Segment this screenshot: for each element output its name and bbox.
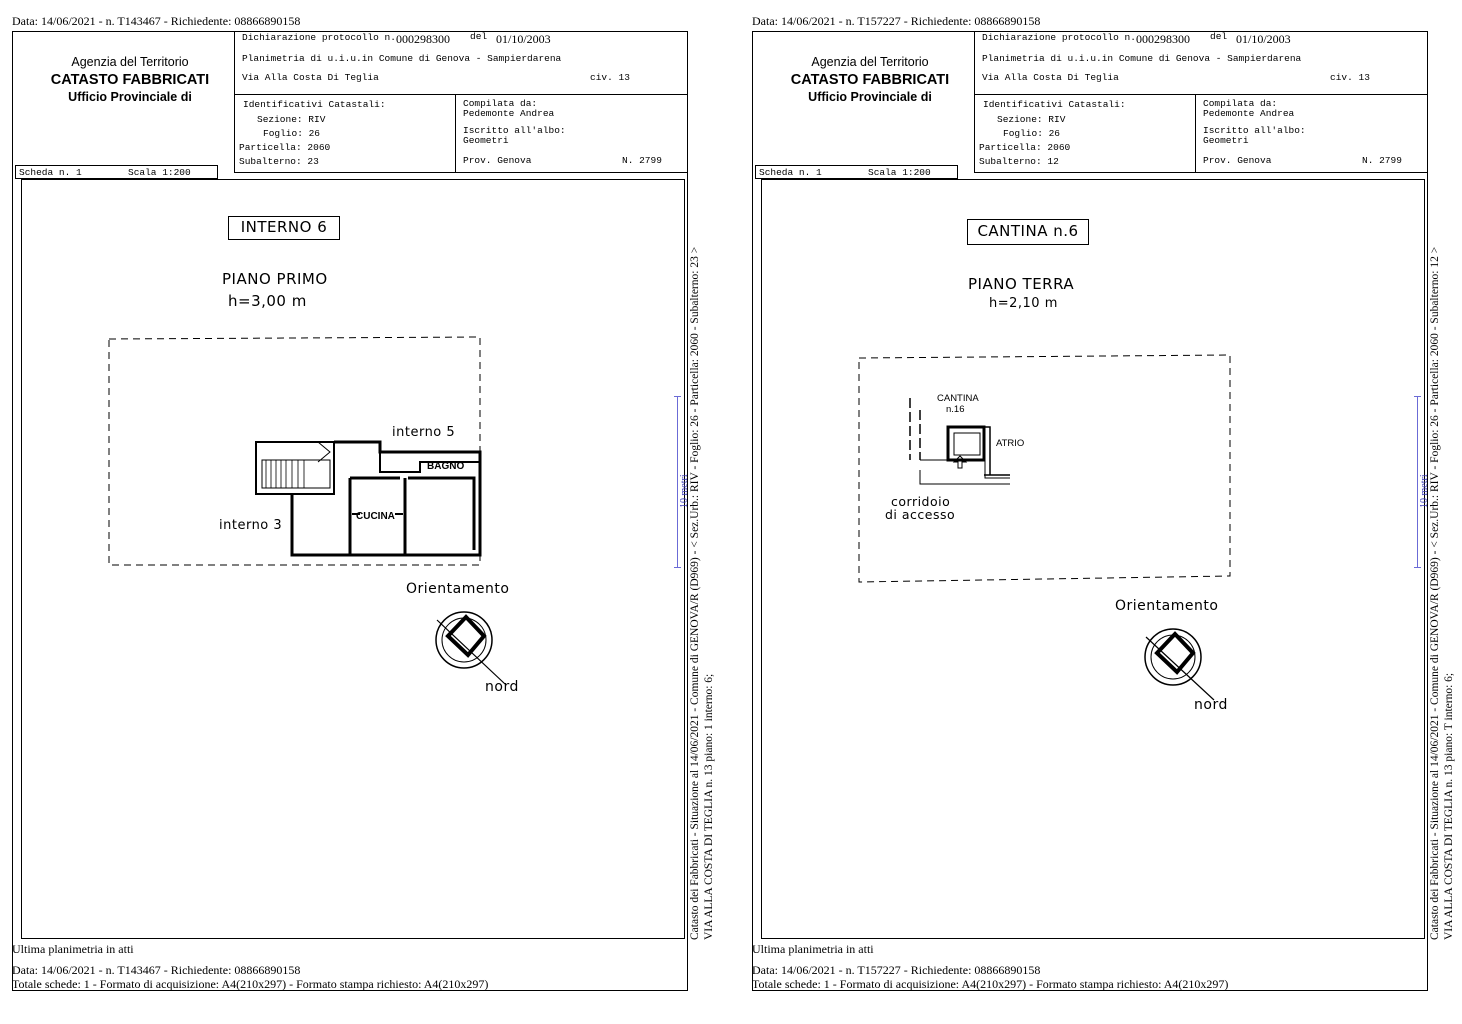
plan-label-cantina-number: n.16 bbox=[946, 404, 965, 415]
ultima-planimetria: Ultima planimetria in atti bbox=[12, 942, 134, 956]
ident-title: Identificativi Catastali: bbox=[243, 99, 386, 110]
scheda-number: Scheda n. 1 bbox=[759, 167, 822, 178]
compilata-name: Pedemonte Andrea bbox=[463, 108, 555, 119]
agency-ufficio: Ufficio Provinciale di bbox=[808, 90, 932, 104]
protocol-del: del bbox=[470, 31, 488, 42]
north-compass-icon bbox=[740, 0, 1462, 1024]
iscritto-label: Iscritto all'albo: bbox=[1203, 125, 1306, 136]
protocol-date: 01/10/2003 bbox=[496, 32, 551, 46]
side-info-line2: VIA ALLA COSTA DI TEGLIA n. 13 piano: 1 interno: 6; bbox=[703, 673, 715, 940]
compilata-label: Compilata da: bbox=[463, 98, 538, 109]
scale-meters-label: 10 metri bbox=[679, 474, 690, 508]
protocol-label: Dichiarazione protocollo n. bbox=[242, 32, 396, 43]
height-label: h=2,10 m bbox=[989, 296, 1058, 311]
plan-label-cantina: CANTINA bbox=[937, 393, 979, 404]
protocol-number: 000298300 bbox=[1136, 32, 1190, 46]
side-info-line2: VIA ALLA COSTA DI TEGLIA n. 13 piano: T interno: 6; bbox=[1443, 672, 1455, 940]
agency-catasto: CATASTO FABBRICATI bbox=[790, 72, 950, 88]
header-line: Data: 14/06/2021 - n. T157227 - Richiedente: 08866890158 bbox=[752, 14, 1041, 28]
scheda-number: Scheda n. 1 bbox=[19, 167, 82, 178]
footer-line1: Data: 14/06/2021 - n. T143467 - Richiedente: 08866890158 bbox=[12, 963, 301, 977]
province-number: N. 2799 bbox=[1362, 155, 1402, 166]
side-info-line1: Catasto dei Fabbricati - Situazione al 14/06/2021 - Comune di GENOVA/R (D969) - < Sez.Urb.: RIV - Foglio: 26 - Particella: 2060 - Subalterno: 12 > bbox=[1429, 246, 1441, 940]
sezione: Sezione: RIV bbox=[257, 114, 326, 125]
agency-ufficio: Ufficio Provinciale di bbox=[68, 90, 192, 104]
footer-line2: Totale schede: 1 - Formato di acquisizione: A4(210x297) - Formato stampa richiesto: A4(210x297) bbox=[752, 977, 1229, 991]
iscritto-value: Geometri bbox=[463, 135, 509, 146]
plan-label-interno3: interno 3 bbox=[219, 518, 283, 533]
north-label: nord bbox=[1194, 697, 1228, 713]
header-line: Data: 14/06/2021 - n. T143467 - Richiedente: 08866890158 bbox=[12, 14, 301, 28]
plan-label-interno5: interno 5 bbox=[392, 425, 456, 440]
compilata-name: Pedemonte Andrea bbox=[1203, 108, 1295, 119]
floor-label: PIANO TERRA bbox=[968, 275, 1075, 293]
address: Via Alla Costa Di Teglia bbox=[242, 72, 379, 83]
protocol-del: del bbox=[1210, 31, 1228, 42]
particella: Particella: 2060 bbox=[979, 142, 1071, 153]
planimetria-line: Planimetria di u.i.u.in Comune di Genova - Sampierdarena bbox=[982, 53, 1302, 64]
province: Prov. Genova bbox=[1203, 155, 1272, 166]
particella: Particella: 2060 bbox=[239, 142, 331, 153]
ident-title: Identificativi Catastali: bbox=[983, 99, 1126, 110]
foglio: Foglio: 26 bbox=[263, 128, 321, 139]
protocol-number: 000298300 bbox=[396, 32, 450, 46]
scale: Scala 1:200 bbox=[128, 167, 191, 178]
footer-line2: Totale schede: 1 - Formato di acquisizione: A4(210x297) - Formato stampa richiesto: A4(210x297) bbox=[12, 977, 489, 991]
planimetria-line: Planimetria di u.i.u.in Comune di Genova - Sampierdarena bbox=[242, 53, 562, 64]
orientation-label: Orientamento bbox=[1115, 598, 1219, 614]
compilata-label: Compilata da: bbox=[1203, 98, 1278, 109]
floor-label: PIANO PRIMO bbox=[222, 270, 328, 288]
protocol-date: 01/10/2003 bbox=[1236, 32, 1291, 46]
protocol-label: Dichiarazione protocollo n. bbox=[982, 32, 1136, 43]
civic-number: civ. 13 bbox=[590, 72, 630, 83]
side-info-line1: Catasto dei Fabbricati - Situazione al 14/06/2021 - Comune di GENOVA/R (D969) - < Sez.Urb.: RIV - Foglio: 26 - Particella: 2060 - Subalterno: 23 > bbox=[689, 246, 701, 940]
agency-name: Agenzia del Territorio bbox=[71, 55, 189, 69]
planimetry-sheet-right bbox=[740, 0, 1462, 1024]
sezione: Sezione: RIV bbox=[997, 114, 1066, 125]
province: Prov. Genova bbox=[463, 155, 532, 166]
ultima-planimetria: Ultima planimetria in atti bbox=[752, 942, 874, 956]
plan-label-accesso: di accesso bbox=[885, 507, 956, 522]
unit-title: CANTINA n.6 bbox=[977, 222, 1079, 240]
subalterno: Subalterno: 23 bbox=[239, 156, 319, 167]
plan-label-bagno: BAGNO bbox=[427, 461, 465, 472]
iscritto-value: Geometri bbox=[1203, 135, 1249, 146]
foglio: Foglio: 26 bbox=[1003, 128, 1061, 139]
plan-label-corridoio: corridoio bbox=[891, 494, 951, 509]
plan-label-atrio: ATRIO bbox=[996, 438, 1025, 449]
footer-line1: Data: 14/06/2021 - n. T157227 - Richiedente: 08866890158 bbox=[752, 963, 1041, 977]
iscritto-label: Iscritto all'albo: bbox=[463, 125, 566, 136]
civic-number: civ. 13 bbox=[1330, 72, 1370, 83]
address: Via Alla Costa Di Teglia bbox=[982, 72, 1119, 83]
height-label: h=3,00 m bbox=[228, 292, 307, 310]
subalterno: Subalterno: 12 bbox=[979, 156, 1059, 167]
north-label: nord bbox=[485, 679, 519, 695]
agency-name: Agenzia del Territorio bbox=[811, 55, 929, 69]
orientation-label: Orientamento bbox=[406, 581, 510, 597]
agency-catasto: CATASTO FABBRICATI bbox=[50, 72, 210, 88]
province-number: N. 2799 bbox=[622, 155, 662, 166]
plan-label-cucina: CUCINA bbox=[356, 511, 395, 522]
unit-title: INTERNO 6 bbox=[240, 218, 328, 236]
scale: Scala 1:200 bbox=[868, 167, 931, 178]
scale-meters-label: 10 metri bbox=[1419, 474, 1430, 508]
